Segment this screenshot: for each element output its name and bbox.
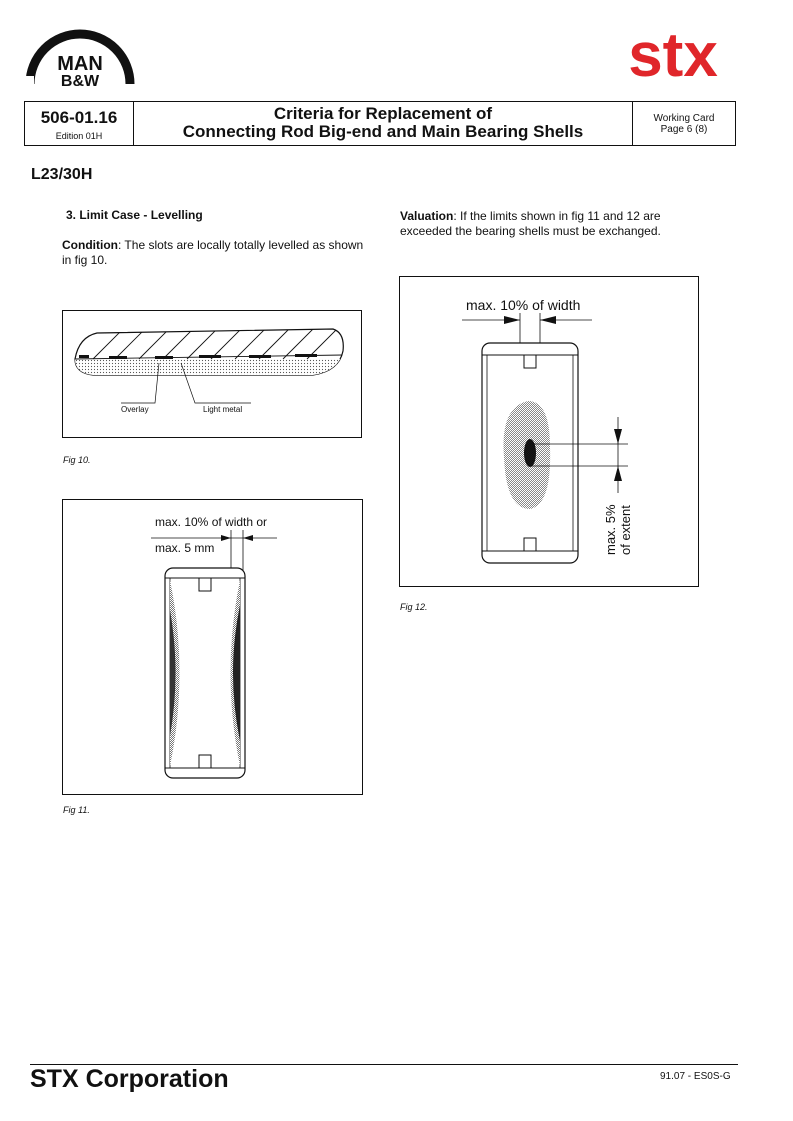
fig10-light-metal-label: Light metal	[203, 405, 243, 414]
page-number: Page 6 (8)	[660, 124, 708, 135]
fig12-dim-side1: max. 5%	[603, 504, 618, 555]
document-header	[24, 101, 736, 146]
fig11-caption: Fig 11.	[63, 805, 90, 815]
working-card-cell	[632, 102, 735, 145]
condition-paragraph	[62, 238, 364, 268]
fig12-caption: Fig 12.	[400, 602, 428, 612]
fig12-drawing	[400, 277, 698, 586]
fig10-caption: Fig 10.	[63, 455, 91, 465]
valuation-text: : If the limits shown in fig 11 and 12 are exceeded the bearing shells must be exchanged.	[400, 209, 661, 238]
doc-number: 506-01.16	[40, 108, 118, 127]
doc-title-line1: Criteria for Replacement of	[273, 104, 493, 123]
fig10-overlay-label: Overlay	[121, 405, 149, 414]
stx-logo	[608, 26, 738, 82]
man-bw-logo	[24, 26, 136, 88]
section-heading: 3. Limit Case - Levelling	[66, 208, 203, 222]
doc-title	[133, 102, 633, 145]
logo-stx-text: stx	[628, 26, 718, 82]
condition-label: Condition	[62, 238, 118, 252]
working-card-label: Working Card	[653, 113, 715, 124]
edition: Edition 01H	[55, 131, 103, 141]
logo-bw-text: B&W	[60, 73, 100, 88]
valuation-paragraph	[400, 209, 704, 239]
fig11-dim-line1: max. 10% of width or	[155, 515, 268, 529]
fig12-dim-side2: of extent	[618, 505, 633, 555]
fig10-drawing	[63, 311, 361, 437]
fig11-frame	[62, 499, 363, 795]
doc-code-cell	[25, 102, 134, 145]
footer-code: 91.07 - ES0S-G	[660, 1071, 731, 1082]
logo-man-text: MAN	[57, 53, 103, 75]
doc-title-line2: Connecting Rod Big-end and Main Bearing Shells	[182, 122, 584, 141]
fig12-frame	[399, 276, 699, 587]
fig12-dim-top: max. 10% of width	[466, 297, 581, 313]
valuation-label: Valuation	[400, 209, 454, 223]
footer-company: STX Corporation	[30, 1065, 229, 1093]
engine-type: L23/30H	[31, 166, 93, 183]
condition-text: : The slots are locally totally levelled as shown in fig 10.	[62, 238, 364, 267]
fig10-frame	[62, 310, 362, 438]
fig11-dim-line2: max. 5 mm	[155, 541, 215, 555]
fig11-drawing	[63, 500, 362, 794]
